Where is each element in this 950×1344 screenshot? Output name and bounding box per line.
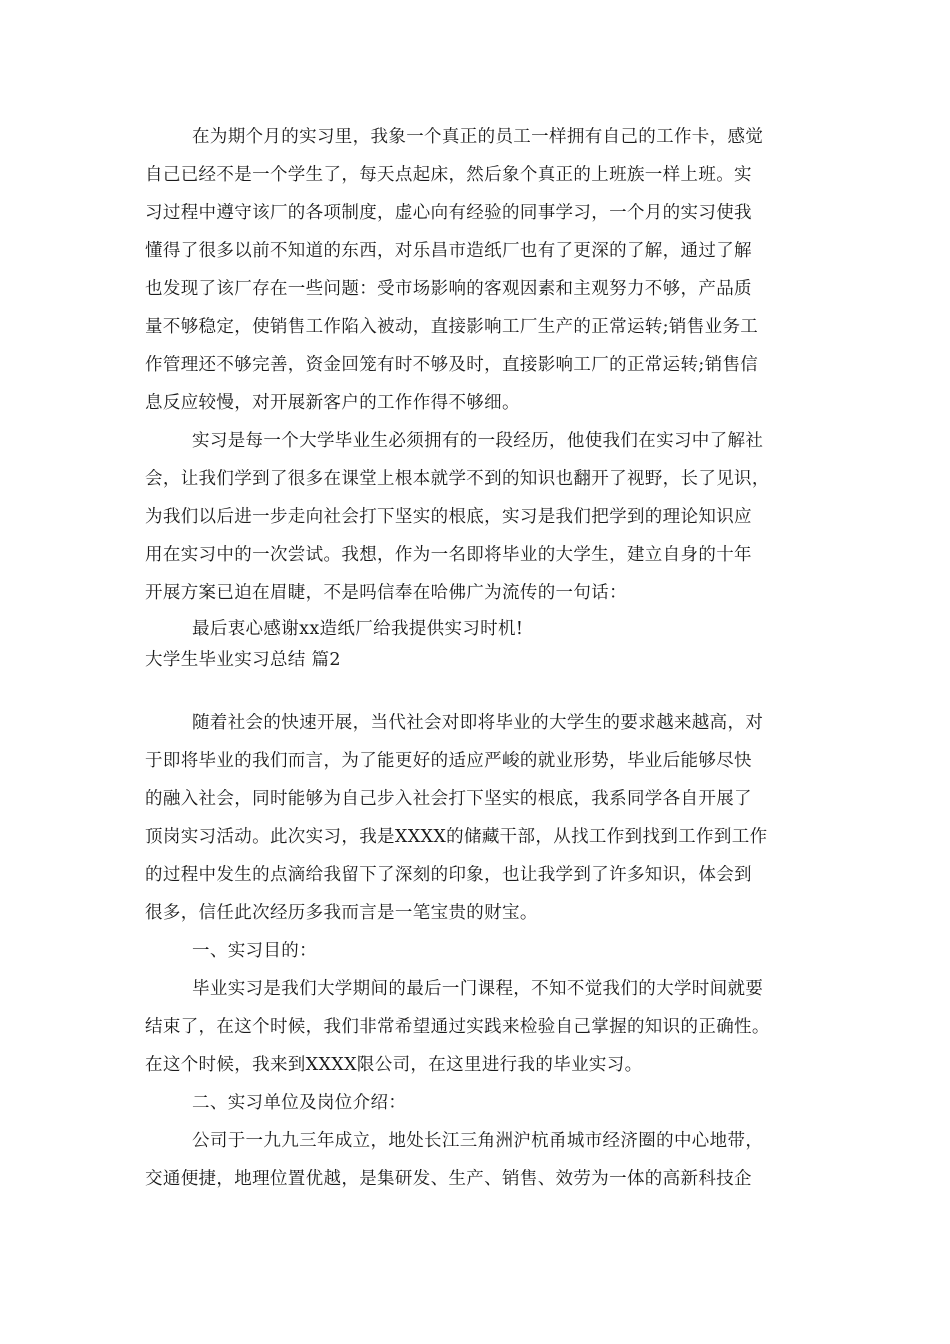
text-line: 在这个时候，我来到XXXX限公司，在这里进行我的毕业实习。 (145, 1055, 643, 1075)
text-line: 于即将毕业的我们而言，为了能更好的适应严峻的就业形势，毕业后能够尽快 (145, 751, 752, 771)
text-line: 很多，信任此次经历多我而言是一笔宝贵的财宝。 (145, 903, 538, 923)
text-line: 量不够稳定，使销售工作陷入被动，直接影响工厂生产的正常运转;销售业务工 (145, 317, 759, 337)
section-title: 大学生毕业实习总结 篇2 (145, 650, 341, 670)
heading-purpose: 一、实习目的： (192, 941, 317, 961)
text-line: 在为期个月的实习里，我象一个真正的员工一样拥有自己的工作卡，感觉 (192, 127, 764, 147)
text-line: 交通便捷，地理位置优越，是集研发、生产、销售、效劳为一体的高新科技企 (145, 1169, 752, 1189)
text-line: 用在实习中的一次尝试。我想，作为一名即将毕业的大学生，建立自身的十年 (145, 545, 752, 565)
text-line: 毕业实习是我们大学期间的最后一门课程，不知不觉我们的大学时间就要 (192, 979, 764, 999)
text-line: 为我们以后进一步走向社会打下坚实的根底，实习是我们把学到的理论知识应 (145, 507, 752, 527)
text-line: 结束了，在这个时候，我们非常希望通过实践来检验自己掌握的知识的正确性。 (145, 1017, 770, 1037)
text-line: 自己已经不是一个学生了，每天点起床，然后象个真正的上班族一样上班。实 (145, 165, 752, 185)
thanks-line: 最后衷心感谢xx造纸厂给我提供实习时机! (192, 619, 524, 639)
text-line: 也发现了该厂存在一些问题：受市场影响的客观因素和主观努力不够，产品质 (145, 279, 752, 299)
text-line: 开展方案已迫在眉睫，不是吗信奉在哈佛广为流传的一句话： (145, 583, 627, 603)
text-line: 息反应较慢，对开展新客户的工作作得不够细。 (145, 393, 520, 413)
heading-company: 二、实习单位及岗位介绍： (192, 1093, 407, 1113)
text-line: 随着社会的快速开展，当代社会对即将毕业的大学生的要求越来越高，对 (192, 713, 764, 733)
text-line: 会，让我们学到了很多在课堂上根本就学不到的知识也翻开了视野，长了见识， (145, 469, 770, 489)
text-line: 公司于一九九三年成立，地处长江三角洲沪杭甬城市经济圈的中心地带， (192, 1131, 764, 1151)
text-line: 作管理还不够完善，资金回笼有时不够及时，直接影响工厂的正常运转;销售信 (145, 355, 759, 375)
text-line: 的过程中发生的点滴给我留下了深刻的印象，也让我学到了许多知识，体会到 (145, 865, 752, 885)
text-line: 习过程中遵守该厂的各项制度，虚心向有经验的同事学习，一个月的实习使我 (145, 203, 752, 223)
text-line: 顶岗实习活动。此次实习，我是XXXX的储藏干部，从找工作到找到工作到工作 (145, 827, 768, 847)
text-line: 的融入社会，同时能够为自己步入社会打下坚实的根底，我系同学各自开展了 (145, 789, 752, 809)
text-line: 实习是每一个大学毕业生必须拥有的一段经历，他使我们在实习中了解社 (192, 431, 764, 451)
text-line: 懂得了很多以前不知道的东西，对乐昌市造纸厂也有了更深的了解，通过了解 (145, 241, 752, 261)
